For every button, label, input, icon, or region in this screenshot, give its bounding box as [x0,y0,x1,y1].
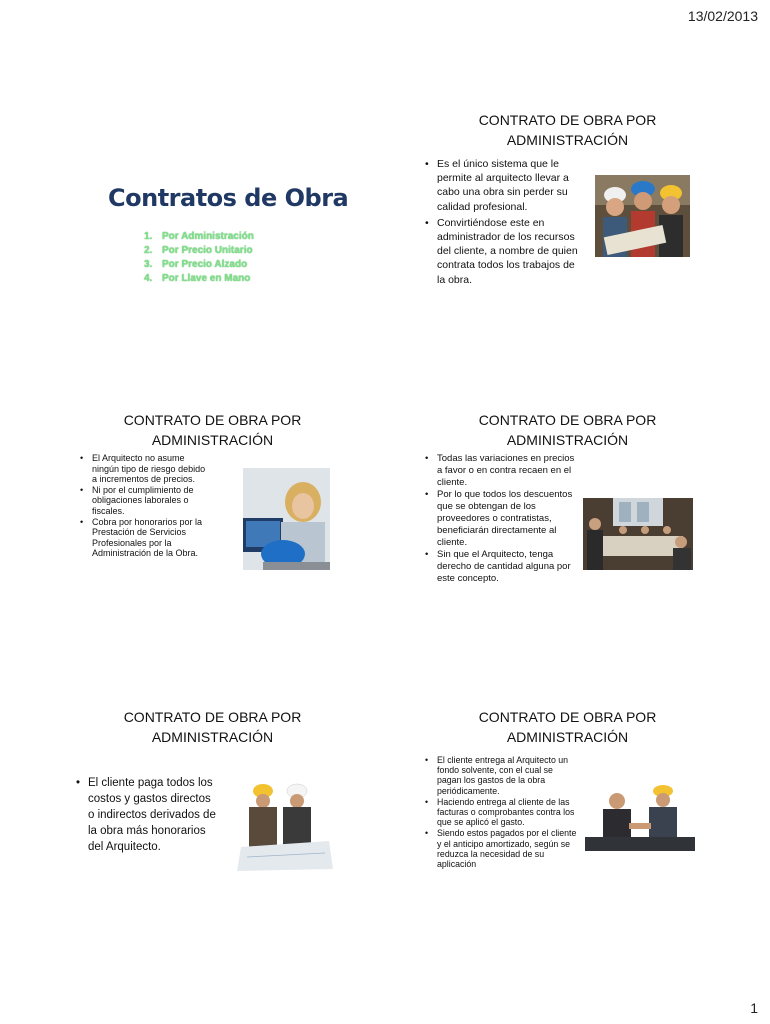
bullet-item: • Todas las variaciones en precios a favor o en contra recaen en el cliente. [425,453,577,488]
handshake-photo [585,779,695,851]
slide-1 [40,100,385,360]
bullet-item: • Cobra por honorarios por la Prestación de Servicios Profesionales por la Administración de la Obra. [80,517,212,559]
slide-6 [395,697,740,957]
bullet-item: • El Arquitecto no asume ningún tipo de riesgo debido a incrementos de precios. [80,453,212,485]
bullet-item: • Por lo que todos los descuentos que se obtengan de los proveedores o contratistas, beneficiarán directamente al cliente. [425,489,577,548]
bullet-item: • El cliente entrega al Arquitecto un fondo solvente, con el cual se pagan los gastos de la obra periódicamente. [425,755,577,796]
list-item: 1. Por Administración [144,231,254,242]
slide-title: Contratos de Obra [108,184,349,212]
bullet-list [425,453,577,586]
bullet-item: • Es el único sistema que le permite al arquitecto llevar a cabo una obra sin perder su calidad profesional. [425,157,585,214]
slide-title: CONTRATO DE OBRA POR ADMINISTRACIÓN [478,709,657,745]
print-date: 13/02/2013 [687,8,758,24]
bullet-item: • Ni por el cumplimiento de obligaciones laborales o fiscales. [80,485,212,517]
workers-hardhats-photo [595,175,690,257]
slide-title: CONTRATO DE OBRA POR ADMINISTRACIÓN [123,709,302,745]
list-item: 4. Por Llave en Mano [144,273,251,284]
slide-2 [395,100,740,360]
bullet-list [425,755,577,870]
bullet-item: • Convirtiéndose este en administrador de los recursos del cliente, a nombre de quien contrata todos los trabajos de la obra. [425,216,585,287]
slide-title: CONTRATO DE OBRA POR ADMINISTRACIÓN [123,412,302,448]
contract-types-list [144,230,254,286]
list-item: 3. Por Precio Alzado [144,259,248,270]
slide-4 [395,400,740,660]
bullet-item: • Sin que el Arquitecto, tenga derecho de cantidad alguna por este concepto. [425,549,577,584]
list-item: 2. Por Precio Unitario [144,245,253,256]
workers-blueprint-photo [237,777,334,873]
slide-5 [40,697,385,957]
bullet-list [425,157,585,289]
bullet-list [80,453,212,559]
slide-title: CONTRATO DE OBRA POR ADMINISTRACIÓN [478,112,657,148]
bullet-item: • Siendo estos pagados por el cliente y el anticipo amortizado, según se reduzca la necesidad de su aplicación [425,828,577,869]
bullet-list [76,775,218,855]
page-number: 1 [750,1000,758,1016]
slide-3 [40,400,385,660]
slide-title: CONTRATO DE OBRA POR ADMINISTRACIÓN [478,412,657,448]
bullet-item: • Haciendo entrega al cliente de las facturas o comprobantes contra los que se aplicó el gasto. [425,797,577,828]
meeting-room-photo [583,498,693,570]
bullet-item: • El cliente paga todos los costos y gastos directos o indirectos derivados de la obra más honorarios del Arquitecto. [76,775,218,855]
architect-phone-photo [243,468,330,570]
